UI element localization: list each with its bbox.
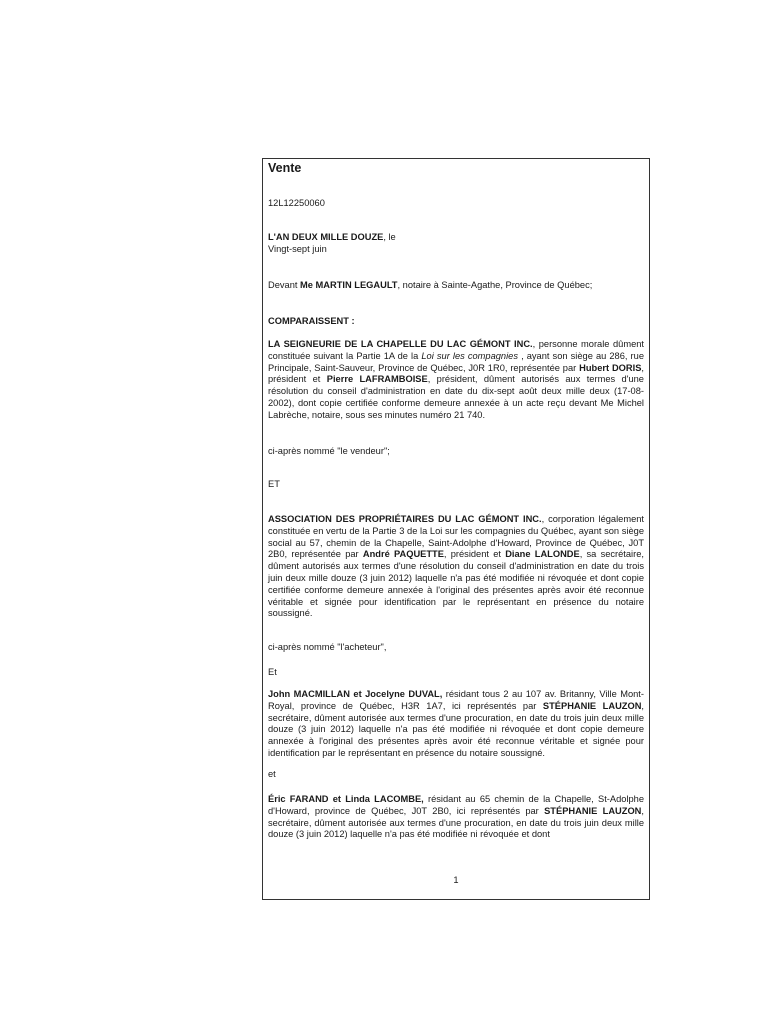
date-lead: L'AN DEUX MILLE DOUZE xyxy=(268,232,384,242)
buyer-label: ci-après nommé "l'acheteur", xyxy=(268,642,387,652)
comparaissent-heading: COMPARAISSENT : xyxy=(268,316,355,326)
reference-number: 12L12250060 xyxy=(268,198,325,208)
party-farand-paragraph: Éric FARAND et Linda LACOMBE, résidant au 65 chemin de la Chapelle, St-Adolphe d'Howard, province de Québec, J0T 2B0, ici représentés par STÉPHANIE LAUZON, secrétaire, dûment autorisée aux termes d'une procuration, en date du trois juin deux mille douze (3 juin 2012) laquelle n'a pas été modifiée ni révoquée et dont xyxy=(268,794,645,840)
vendor-label: ci-après nommé "le vendeur"; xyxy=(268,446,390,456)
party-seller-paragraph: LA SEIGNEURIE DE LA CHAPELLE DU LAC GÉMONT INC., personne morale dûment constituée suivant la Partie 1A de la Loi sur les compagnies , ayant son siège au 286, rue Principale, Saint-Sauveur, Province de Québec, J0R 1R0, représentée par Hubert DORIS, président et Pierre LAFRAMBOISE, président, dûment autorisés aux termes d'une résolution du conseil d'administration en date du dix-sept août deux mille deux (17-08-2002), dont copie certifiée conforme demeure annexée à un acte reçu devant Me Michel Labrèche, notaire, sous ses minutes numéro 21 740. xyxy=(268,339,644,420)
et-separator: ET xyxy=(268,479,280,489)
et-separator-3: et xyxy=(268,769,276,779)
date-day: Vingt-sept juin xyxy=(268,243,327,254)
party-macmillan-paragraph: John MACMILLAN et Jocelyne DUVAL, résidant tous 2 au 107 av. Britanny, Ville Mont-Royal, province de Québec, H3R 1A7, ici représentés par STÉPHANIE LAUZON, secrétaire, dûment autorisée aux termes d'une procuration, en date du trois juin deux mille douze (3 juin 2012) laquelle n'a pas été modifiée ni révoquée et dont copie demeure annexée à l'original des présentes après avoir été reconnue véritable et signée pour identification par le représentant en présence du notaire soussigné. xyxy=(268,689,644,758)
document-page xyxy=(262,158,650,900)
et-separator-2: Et xyxy=(268,667,277,677)
notary-name: Me MARTIN LEGAULT xyxy=(300,280,398,290)
document-title: Vente xyxy=(268,161,302,175)
party-seller-name: LA SEIGNEURIE DE LA CHAPELLE DU LAC GÉMONT INC. xyxy=(268,339,533,349)
party-buyer-name: ASSOCIATION DES PROPRIÉTAIRES DU LAC GÉMONT INC. xyxy=(268,514,542,524)
date-line: L'AN DEUX MILLE DOUZE, le Vingt-sept juin xyxy=(268,232,396,254)
notary-line: Devant Me MARTIN LEGAULT, notaire à Sainte-Agathe, Province de Québec; xyxy=(268,280,593,290)
page-number: 1 xyxy=(453,875,459,885)
party-buyer-paragraph: ASSOCIATION DES PROPRIÉTAIRES DU LAC GÉMONT INC., corporation légalement constituée en vertu de la Partie 3 de la Loi sur les compagnies du Québec, ayant son siège social au 57, chemin de la Chapelle, Saint-Adolphe d'Howard, Province de Québec, J0T 2B0, représentée par André PAQUETTE, président et Diane LALONDE, sa secrétaire, dûment autorisés aux termes d'une résolution du conseil d'administration en date du trois juin deux mille douze (3 juin 2012) laquelle n'a pas été modifiée ni révoquée et dont copie certifiée conforme demeure annexée à l'original des présentes après avoir été reconnue véritable et signée pour identification par le représentant en présence du notaire soussigné. xyxy=(268,514,644,619)
